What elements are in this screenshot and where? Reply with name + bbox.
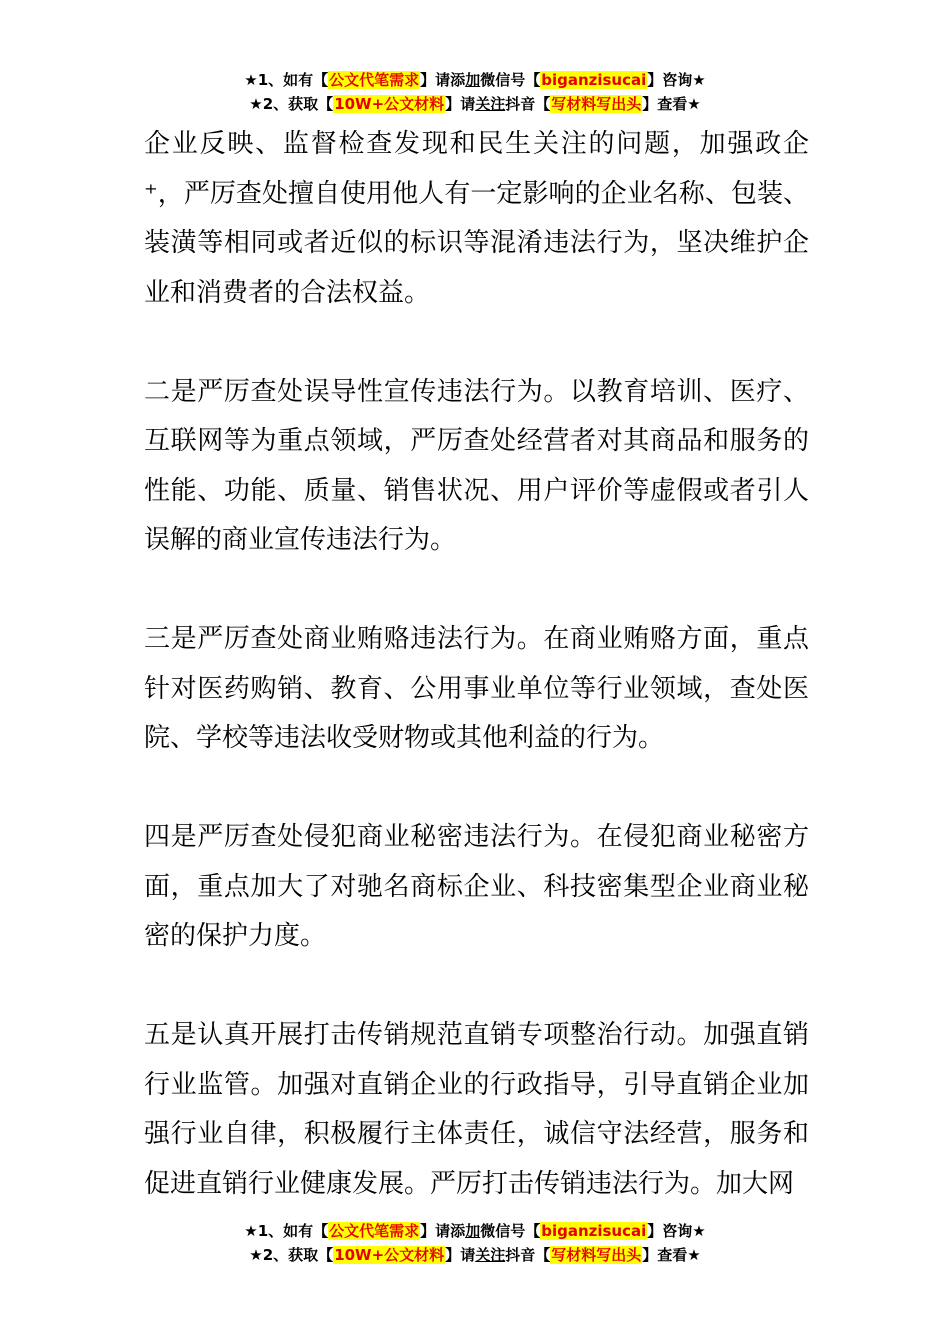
banner-text: 抖音【	[505, 95, 551, 113]
highlight-wechat-id: biganzisucai	[541, 1222, 647, 1240]
banner-text: ★2、获取【	[249, 95, 334, 113]
banner-line-1	[0, 1219, 950, 1243]
banner-text: 】咨询★	[647, 71, 706, 89]
paragraph: 五是认真开展打击传销规范直销专项整治行动。加强直销行业监管。加强对直销企业的行政指导，引导直销企业加强行业自律，积极履行主体责任，诚信守法经营，服务和促进直销行业健康发展。严厉打击传销违法行为。加大网	[144, 1020, 809, 1199]
paragraph-gap	[144, 764, 809, 814]
highlight-materials: 10W+公文材料	[334, 1246, 445, 1264]
paragraph: 三是严厉查处商业贿赂违法行为。在商业贿赂方面，重点针对医药购销、教育、公用事业单位等行业领域，查处医院、学校等违法收受财物或其他利益的行为。	[144, 624, 809, 753]
highlight-douyin-id: 写材料写出头	[551, 95, 642, 113]
banner-underlined-text: 加	[465, 71, 481, 89]
footer-banner	[0, 1219, 950, 1267]
banner-line-2	[0, 1243, 950, 1267]
banner-text: 】请添	[420, 71, 466, 89]
banner-line-2	[0, 92, 950, 116]
highlight-materials: 10W+公文材料	[334, 95, 445, 113]
banner-text: ★2、获取【	[249, 1246, 334, 1264]
banner-text: 】咨询★	[647, 1222, 706, 1240]
highlight-service: 公文代笔需求	[329, 1222, 420, 1240]
banner-line-1	[0, 68, 950, 92]
paragraph-gap	[144, 318, 809, 368]
banner-text: 微信号【	[480, 1222, 541, 1240]
banner-underlined-text: 关注	[475, 1246, 506, 1264]
paragraph: 企业反映、监督检查发现和民生关注的问题，加强政企 ⁺，严厉查处擅自使用他人有一定影响的企业名称、包装、装潢等相同或者近似的标识等混淆违法行为，坚决维护企业和消费者的合法权益。	[144, 129, 809, 308]
banner-text: ★1、如有【	[244, 1222, 329, 1240]
paragraph: 二是严厉查处误导性宣传违法行为。以教育培训、医疗、互联网等为重点领域，严厉查处经营者对其商品和服务的性能、功能、质量、销售状况、用户评价等虚假或者引人误解的商业宣传违法行为。	[144, 376, 809, 555]
paragraph: 四是严厉查处侵犯商业秘密违法行为。在侵犯商业秘密方面，重点加大了对驰名商标企业、科技密集型企业商业秘密的保护力度。	[144, 822, 809, 951]
document-body	[144, 120, 809, 1209]
banner-text: 微信号【	[480, 71, 541, 89]
banner-text: 】请添	[420, 1222, 466, 1240]
highlight-wechat-id: biganzisucai	[541, 71, 647, 89]
paragraph-gap	[144, 962, 809, 1012]
banner-underlined-text: 关注	[475, 95, 506, 113]
paragraph-gap	[144, 566, 809, 616]
banner-underlined-text: 加	[465, 1222, 481, 1240]
banner-text: 】请	[445, 95, 476, 113]
highlight-douyin-id: 写材料写出头	[551, 1246, 642, 1264]
banner-text: ★1、如有【	[244, 71, 329, 89]
banner-text: 】查看★	[642, 1246, 701, 1264]
highlight-service: 公文代笔需求	[329, 71, 420, 89]
banner-text: 】请	[445, 1246, 476, 1264]
banner-text: 抖音【	[505, 1246, 551, 1264]
banner-text: 】查看★	[642, 95, 701, 113]
header-banner	[0, 68, 950, 116]
